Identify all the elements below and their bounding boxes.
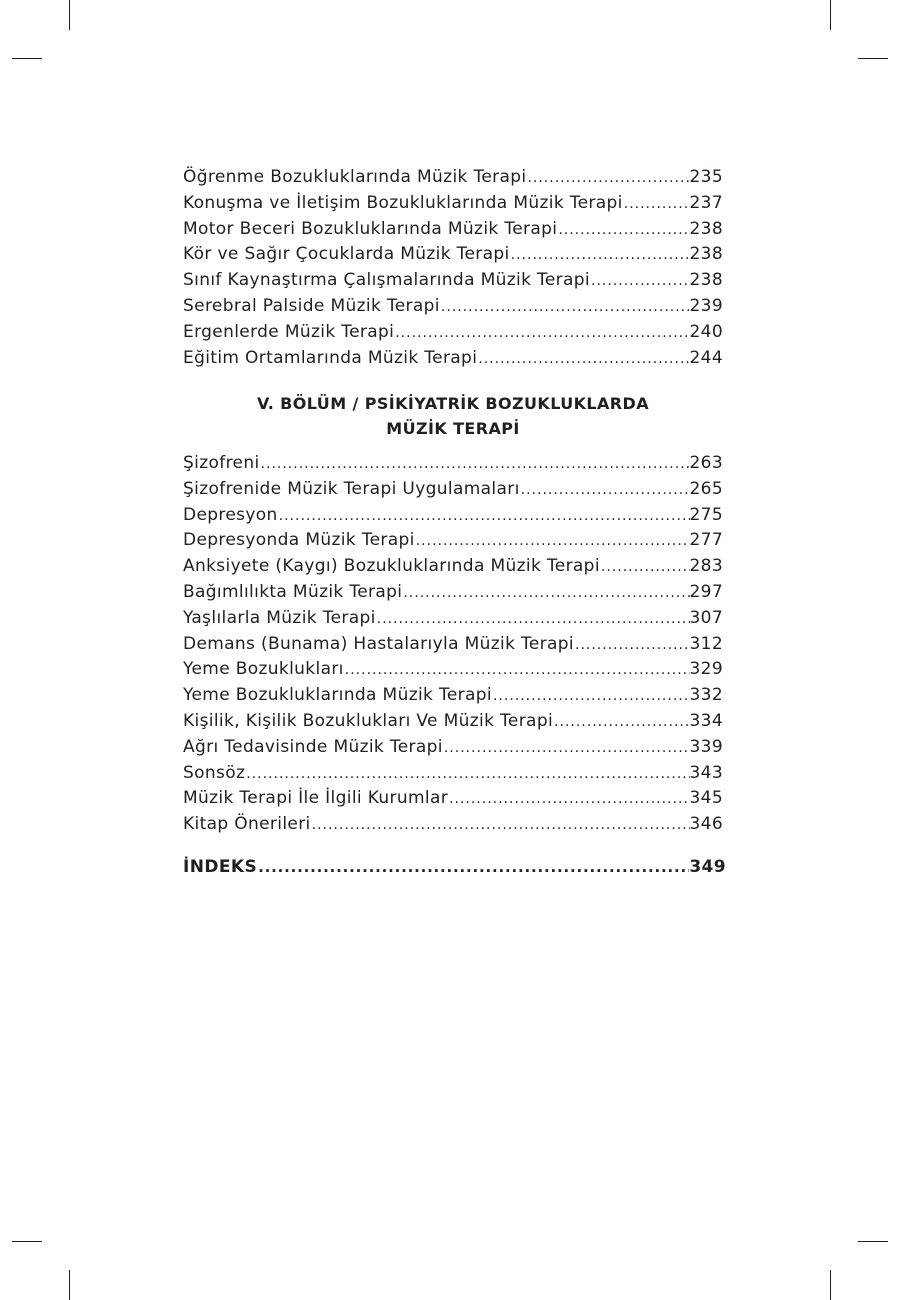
toc-entry-title: Yeme Bozuklukları <box>183 659 344 680</box>
toc-entry-page: 339 <box>689 736 723 757</box>
toc-entry-page: 283 <box>689 556 723 577</box>
dot-leader <box>402 585 689 601</box>
toc-entry <box>183 608 723 634</box>
dot-leader <box>344 662 690 678</box>
toc-entry <box>183 737 723 763</box>
crop-mark-left-top <box>12 58 42 59</box>
dot-leader <box>245 766 689 782</box>
dot-leader <box>600 559 690 575</box>
toc-entry-page: 307 <box>689 607 723 628</box>
toc-entry-title: Öğrenme Bozukluklarında Müzik Terapi <box>183 167 527 187</box>
toc-entry-page: 275 <box>689 504 723 525</box>
toc-entry <box>183 763 723 789</box>
toc-entry <box>183 479 723 505</box>
dot-leader <box>477 351 689 367</box>
toc-entry <box>183 685 723 711</box>
toc-entry <box>183 219 723 245</box>
toc-entry-page: 329 <box>689 659 723 680</box>
toc-entry-page: 239 <box>689 295 723 316</box>
dot-leader <box>492 688 690 704</box>
toc-entry-title: Demans (Bunama) Hastalarıyla Müzik Terapi <box>183 633 574 654</box>
toc-entry-title: Anksiyete (Kaygı) Bozukluklarında Müzik Terapi <box>183 556 600 577</box>
crop-mark-left-bottom <box>12 1241 42 1242</box>
toc-entry-page: 238 <box>689 218 723 239</box>
dot-leader <box>415 533 690 549</box>
dot-leader <box>553 714 689 730</box>
dot-leader <box>260 456 690 472</box>
toc-entry-title: Şizofreni <box>183 453 260 473</box>
toc-entry-title: Yaşlılarla Müzik Terapi <box>183 607 376 628</box>
toc-entry <box>183 322 723 348</box>
crop-mark-bottom-right <box>830 1270 831 1300</box>
dot-leader <box>311 817 690 833</box>
toc-entry <box>183 270 723 296</box>
dot-leader <box>520 482 690 498</box>
toc-list-chapter-5 <box>183 453 723 840</box>
crop-mark-top-right <box>830 0 831 30</box>
toc-entry-page: 334 <box>689 710 723 731</box>
dot-leader <box>526 170 689 186</box>
crop-mark-bottom-left <box>69 1270 70 1300</box>
dot-leader <box>443 740 690 756</box>
toc-entry-page: 312 <box>689 633 723 654</box>
dot-leader <box>574 637 690 653</box>
toc-entry-title: Depresyonda Müzik Terapi <box>183 530 415 551</box>
toc-entry-title: Eğitim Ortamlarında Müzik Terapi <box>183 347 478 368</box>
toc-entry <box>183 634 723 660</box>
section-heading-line-2: MÜZİK TERAPİ <box>386 419 520 438</box>
dot-leader <box>440 299 690 315</box>
section-heading-line-1: V. BÖLÜM / PSİKİYATRİK BOZUKLUKLARDA <box>257 394 649 413</box>
toc-entry-title: Ergenlerde Müzik Terapi <box>183 321 395 342</box>
toc-entry-title: Yeme Bozukluklarında Müzik Terapi <box>183 685 492 706</box>
crop-mark-right-top <box>858 58 888 59</box>
toc-entry-page: 244 <box>689 347 723 368</box>
dot-leader <box>257 858 689 876</box>
toc-entry <box>183 348 723 374</box>
toc-entry-page: 345 <box>689 788 723 809</box>
toc-entry-title: Depresyon <box>183 504 278 525</box>
toc-entry-page: 343 <box>689 762 723 783</box>
index-page: 349 <box>689 857 726 877</box>
toc-entry <box>183 167 723 193</box>
dot-leader <box>448 791 689 807</box>
toc-entry <box>183 659 723 685</box>
toc-entry-page: 238 <box>689 270 723 291</box>
toc-entry-page: 346 <box>689 814 723 835</box>
crop-mark-top-left <box>69 0 70 30</box>
toc-entry-page: 297 <box>689 581 723 602</box>
toc-entry <box>183 296 723 322</box>
dot-leader <box>623 196 690 212</box>
toc-entry <box>183 556 723 582</box>
dot-leader <box>376 611 690 627</box>
toc-entry-title: Kör ve Sağır Çocuklarda Müzik Terapi <box>183 244 510 265</box>
toc-entry-title: Konuşma ve İletişim Bozukluklarında Müzik Terapi <box>183 192 623 213</box>
toc-entry-title: Sonsöz <box>183 762 246 783</box>
toc-entry <box>183 814 723 840</box>
toc-list-chapter-4 <box>183 167 723 373</box>
toc-entry-title: Kitap Önerileri <box>183 814 311 835</box>
toc-entry-page: 332 <box>689 685 723 706</box>
toc-entry-title: Müzik Terapi İle İlgili Kurumlar <box>183 788 449 809</box>
toc-entry-title: Sınıf Kaynaştırma Çalışmalarında Müzik Terapi <box>183 270 591 291</box>
toc-entry-page: 240 <box>689 321 723 342</box>
toc-entry <box>183 453 723 479</box>
index-title: İNDEKS <box>183 857 258 877</box>
toc-entry <box>183 193 723 219</box>
toc-entry-title: Motor Beceri Bozukluklarında Müzik Terapi <box>183 218 558 239</box>
toc-entry-title: Bağımlılıkta Müzik Terapi <box>183 581 403 602</box>
toc-entry <box>183 530 723 556</box>
crop-mark-right-bottom <box>858 1241 888 1242</box>
toc-entry <box>183 244 723 270</box>
toc-entry-index <box>183 857 726 877</box>
toc-entry <box>183 711 723 737</box>
toc-entry-page: 265 <box>689 478 723 499</box>
toc-entry-title: Kişilik, Kişilik Bozuklukları Ve Müzik Terapi <box>183 710 554 731</box>
toc-entry-title: Serebral Palside Müzik Terapi <box>183 295 440 316</box>
toc-entry <box>183 582 723 608</box>
toc-entry-page: 238 <box>689 244 723 265</box>
toc-entry-title: Şizofrenide Müzik Terapi Uygulamaları <box>183 478 520 499</box>
section-heading <box>183 391 723 441</box>
dot-leader <box>510 247 690 263</box>
toc-entry-page: 277 <box>689 530 723 551</box>
dot-leader <box>557 222 689 238</box>
dot-leader <box>590 273 689 289</box>
toc-entry-page: 235 <box>689 167 723 187</box>
toc-entry-page: 263 <box>689 453 723 473</box>
toc-entry-title: Ağrı Tedavisinde Müzik Terapi <box>183 736 443 757</box>
dot-leader <box>278 508 690 524</box>
toc-entry <box>183 505 723 531</box>
toc-entry-page: 237 <box>689 192 723 213</box>
toc-entry <box>183 788 723 814</box>
dot-leader <box>394 325 689 341</box>
